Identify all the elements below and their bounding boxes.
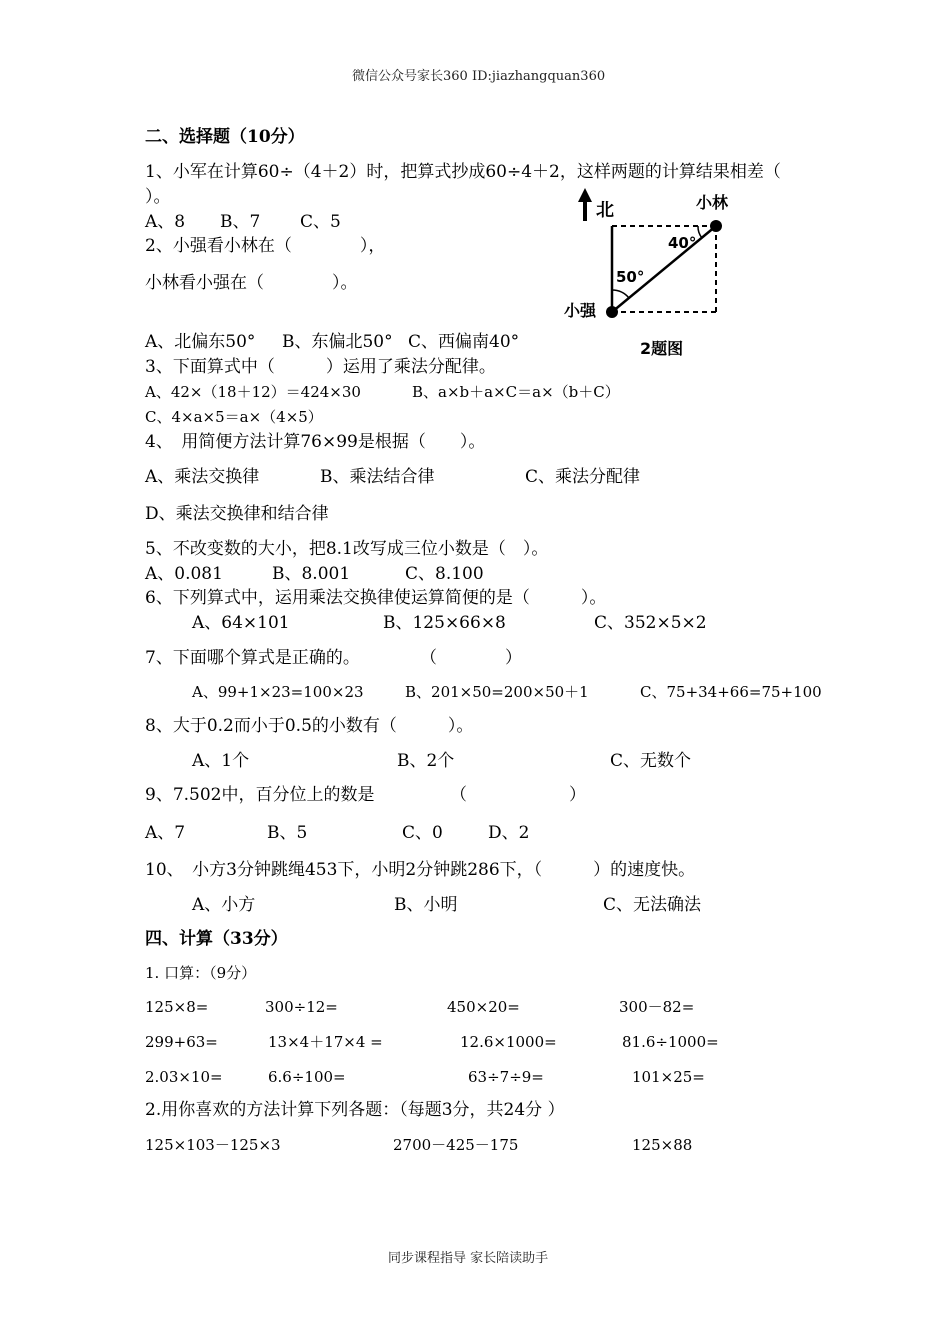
calc-item: 2700－425－175 (393, 1136, 519, 1154)
calc-item: 13×4＋17×4 = (268, 1033, 383, 1051)
north-arrow-icon (578, 188, 592, 202)
figure-caption: 2题图 (640, 339, 684, 358)
page-footer: 同步课程指导 家长陪读助手 (388, 1251, 549, 1266)
calc-item: 63÷7÷9= (468, 1068, 544, 1086)
question-4-option-c: C、乘法分配律 (525, 467, 641, 487)
question-5-option-c: C、8.100 (405, 564, 484, 584)
question-4-option-d: D、乘法交换律和结合律 (145, 504, 329, 524)
xiaoqiang-point (606, 306, 618, 318)
question-6-option-a: A、64×101 (192, 613, 290, 633)
question-6-option-c: C、352×5×2 (594, 613, 707, 633)
question-4-option-a: A、乘法交换律 (145, 467, 260, 487)
section-title-choice: 二、选择题（10分） (145, 127, 305, 147)
question-5-option-a: A、0.081 (145, 564, 223, 584)
question-9-option-d: D、2 (488, 823, 530, 843)
direction-figure (564, 186, 740, 366)
calc-item: 12.6×1000= (460, 1033, 557, 1051)
question-6-text: 6、下列算式中，运用乘法交换律使运算简便的是（ ）。 (145, 588, 607, 608)
question-1-option-c: C、5 (300, 212, 341, 232)
calc-item: 299+63= (145, 1033, 218, 1051)
calc-item: 300－82= (619, 998, 695, 1016)
question-4-option-b: B、乘法结合律 (320, 467, 435, 487)
question-2-text: 2、小强看小林在（ ）， (145, 236, 386, 256)
question-7-option-a: A、99+1×23=100×23 (192, 683, 364, 701)
question-5-text: 5、不改变数的大小，把8.1改写成三位小数是（ ）。 (145, 539, 549, 559)
xiaolin-label: 小林 (696, 193, 729, 212)
question-3-text: 3、下面算式中（ ）运用了乘法分配律。 (145, 357, 496, 377)
question-2-option-b: B、东偏北50° (282, 332, 393, 352)
question-1-option-a: A、8 (145, 212, 186, 232)
question-1-option-b: B、7 (220, 212, 261, 232)
question-7-text: 7、下面哪个算式是正确的。 (145, 648, 360, 668)
question-10-option-c: C、无法确法 (603, 895, 702, 915)
question-9-text: 9、7.502中，百分位上的数是 (145, 785, 375, 805)
calc-sub-2: 2.用你喜欢的方法计算下列各题：（每题3分，共24分 ） (145, 1100, 565, 1120)
calc-item: 300÷12= (265, 998, 338, 1016)
question-3-option-c: C、4×a×5＝a×（4×5） (145, 408, 323, 426)
angle-50-label: 50° (616, 268, 645, 286)
question-7-answer-paren: （ ） (420, 648, 522, 668)
angle-arc-50 (612, 290, 629, 298)
question-10-option-b: B、小明 (394, 895, 458, 915)
question-9-option-a: A、7 (145, 823, 186, 843)
xiaolin-point (710, 220, 722, 232)
calc-item: 125×88 (632, 1136, 693, 1154)
question-7-option-b: B、201×50=200×50＋1 (405, 683, 589, 701)
north-label: 北 (596, 200, 614, 221)
calc-item: 125×103－125×3 (145, 1136, 281, 1154)
question-6-option-b: B、125×66×8 (383, 613, 506, 633)
question-7-option-c: C、75+34+66=75+100 (640, 683, 822, 701)
question-5-option-b: B、8.001 (272, 564, 351, 584)
question-9-option-b: B、5 (267, 823, 308, 843)
question-2-text-cont: 小林看小强在（ ）。 (145, 273, 358, 293)
angle-arc-40 (698, 226, 702, 238)
question-8-text: 8、大于0.2而小于0.5的小数有（ ）。 (145, 716, 474, 736)
section-title-calc: 四、计算（33分） (145, 929, 288, 949)
calc-item: 2.03×10= (145, 1068, 223, 1086)
page-header: 微信公众号家长360 ID:jiazhangquan360 (352, 69, 606, 84)
question-10-text: 10、 小方3分钟跳绳453下，小明2分钟跳286下，（ ）的速度快。 (145, 860, 696, 880)
angle-40-label: 40° (668, 234, 697, 252)
calc-item: 6.6÷100= (268, 1068, 346, 1086)
question-8-option-c: C、无数个 (610, 751, 692, 771)
question-9-answer-paren: （ ） (450, 785, 586, 805)
question-8-option-a: A、1个 (192, 751, 250, 771)
calc-sub-1: 1. 口算：（9分） (145, 964, 257, 982)
calc-item: 81.6÷1000= (622, 1033, 719, 1051)
question-3-option-a: A、42×（18＋12）＝424×30 (145, 383, 361, 401)
question-4-text: 4、 用简便方法计算76×99是根据（ ）。 (145, 432, 486, 452)
question-1-text: 1、小军在计算60÷（4＋2）时，把算式抄成60÷4＋2，这样两题的计算结果相差（ (145, 162, 781, 182)
xiaoqiang-label: 小强 (564, 301, 597, 320)
calc-item: 101×25= (632, 1068, 705, 1086)
calc-item: 125×8= (145, 998, 209, 1016)
question-1-text-cont: ）。 (145, 187, 171, 207)
question-2-option-c: C、西偏南40° (408, 332, 520, 352)
question-2-option-a: A、北偏东50° (145, 332, 256, 352)
question-3-option-b: B、a×b＋a×C＝a×（b＋C） (412, 383, 620, 401)
question-8-option-b: B、2个 (397, 751, 455, 771)
question-9-option-c: C、0 (402, 823, 443, 843)
question-10-option-a: A、小方 (192, 895, 256, 915)
calc-item: 450×20= (447, 998, 520, 1016)
